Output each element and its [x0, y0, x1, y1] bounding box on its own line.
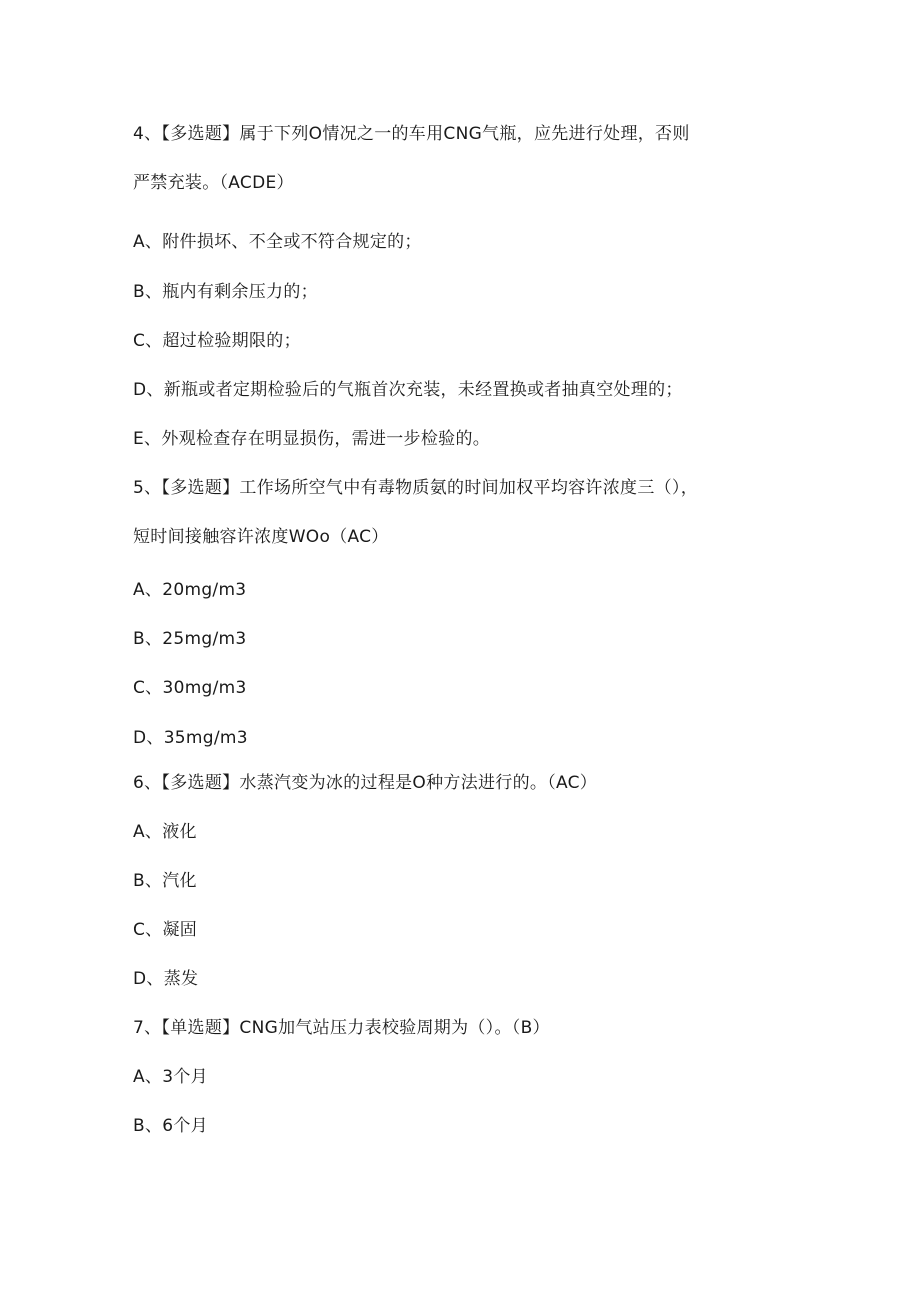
question-5-stem-line-2: 短时间接触容许浓度WOo（AC） [133, 527, 389, 547]
question-4-stem-line-1: 4、【多选题】属于下列O情况之一的车用CNG气瓶，应先进行处理，否则 [133, 124, 690, 144]
question-6-option-c: C、凝固 [133, 920, 198, 940]
question-5-option-c: C、30mg∕m3 [133, 678, 247, 698]
question-7-stem: 7、【单选题】CNG加气站压力表校验周期为（）。（B） [133, 1018, 550, 1038]
question-5-option-a: A、20mg∕m3 [133, 580, 247, 600]
question-4-option-a: A、附件损坏、不全或不符合规定的； [133, 232, 422, 252]
question-5-option-b: B、25mg∕m3 [133, 629, 247, 649]
question-7-option-b: B、6个月 [133, 1116, 208, 1136]
question-6-option-a: A、液化 [133, 822, 197, 842]
question-4-option-b: B、瓶内有剩余压力的； [133, 282, 318, 302]
question-4-option-e: E、外观检查存在明显损伤，需进一步检验的。 [133, 429, 491, 449]
question-6-option-b: B、汽化 [133, 871, 197, 891]
question-4-stem-line-2: 严禁充装。（ACDE） [133, 173, 294, 193]
question-5-option-d: D、35mg∕m3 [133, 728, 248, 748]
question-4-option-c: C、超过检验期限的； [133, 331, 301, 351]
question-5-stem-line-1: 5、【多选题】工作场所空气中有毒物质氨的时间加权平均容许浓度三（）， [133, 478, 699, 498]
question-6-option-d: D、蒸发 [133, 969, 199, 989]
question-6-stem: 6、【多选题】水蒸汽变为冰的过程是O种方法进行的。（AC） [133, 773, 598, 793]
question-4-option-d: D、新瓶或者定期检验后的气瓶首次充装，未经置换或者抽真空处理的； [133, 380, 683, 400]
question-7-option-a: A、3个月 [133, 1067, 208, 1087]
